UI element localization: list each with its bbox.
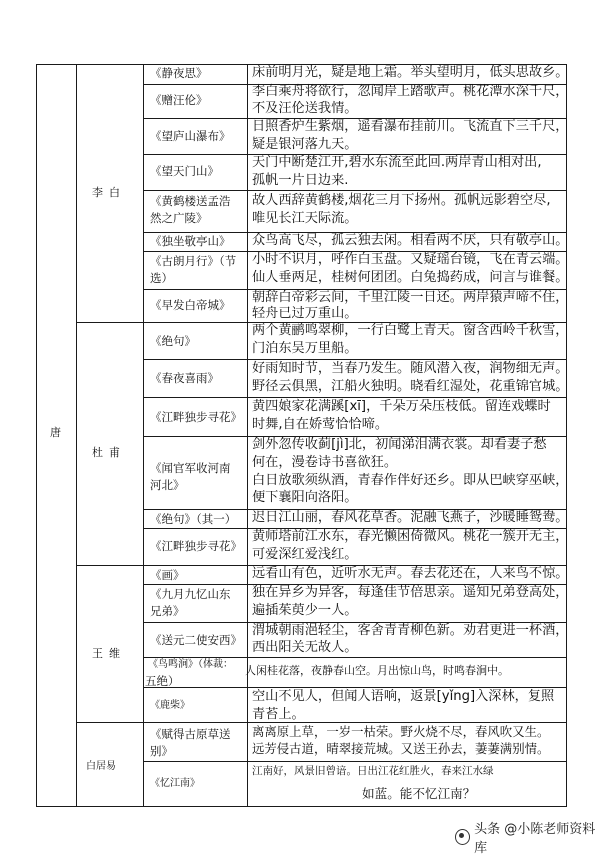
poem-line: 两个黄鹂鸣翠柳，一行白鹭上青天。窗含西岭千秋雪，: [252, 323, 569, 338]
poem-title: 《静夜思》: [150, 66, 208, 80]
poem-title: 《赠汪伦》: [150, 93, 208, 107]
poem-title: 兄弟》: [150, 604, 185, 618]
poem-title: 《九月九忆山东: [150, 587, 231, 601]
poem-line: 野径云俱黑，江船火独明。晓看红湿处，花重锦官城。: [252, 379, 569, 394]
poem-title: 《古朗月行》（节: [150, 254, 237, 268]
poem-line: 轻舟已过万重山。: [252, 306, 358, 321]
poem-title: 河北》: [150, 478, 185, 492]
poem-line: 众鸟高飞尽，孤云独去闲。相看两不厌，只有敬亭山。: [252, 233, 569, 248]
poem-line: 便下襄阳向洛阳。: [252, 490, 358, 505]
poem-line: 远芳侵古道，晴翠接荒城。又送王孙去，萋萋满别情。: [252, 741, 550, 756]
poem-title: 《鸟鸣涧》（体裁：: [148, 659, 233, 670]
poem-title: 《闻官军收河南: [150, 461, 231, 475]
author-libai: 李白: [92, 186, 126, 199]
poem-line: 剑外忽传收蓟[jì]北，初闻涕泪满衣裳。却看妻子愁: [252, 437, 547, 452]
poem-line: 黄师塔前江水东，春光懒困倚微风。桃花一簇开无主，: [252, 529, 569, 544]
poem-title: 《绝句》: [150, 334, 196, 348]
toutiao-logo-icon: [455, 829, 470, 845]
watermark: [455, 818, 600, 856]
poem-title: 《绝句》（其一）: [150, 512, 237, 526]
era-label: 唐: [50, 426, 61, 439]
poem-line: 李白乘舟将欲行，忽闻岸上踏歌声。桃花潭水深千尺，: [252, 84, 569, 99]
poem-line: 故人西辞黄鹤楼,烟花三月下扬州。孤帆远影碧空尽,: [252, 193, 551, 208]
poem-line: 何在，漫卷诗书喜欲狂。: [252, 455, 398, 470]
poem-line: 遍插茱萸少一人。: [252, 603, 358, 618]
poem-line: 好雨知时节，当春乃发生。随风潜入夜，润物细无声。: [252, 361, 569, 376]
poem-title: 《春夜喜雨》: [150, 371, 219, 385]
poem-line: 黄四娘家花满蹊[xī]，千朵万朵压枝低。留连戏蝶时: [252, 399, 551, 414]
author-dufu: 杜甫: [92, 446, 126, 459]
poem-line: 不及汪伦送我情。: [252, 101, 358, 116]
poem-title: 《忆江南》: [150, 778, 200, 789]
poem-title: 别》: [150, 744, 173, 758]
poem-line: 可爱深红爱浅红。: [252, 547, 358, 562]
poem-line: 天门中断楚江开,碧水东流至此回.两岸青山相对出,: [252, 155, 542, 170]
poem-line: 离离原上草，一岁一枯荣。野火烧不尽，春风吹又生。: [252, 724, 550, 739]
poem-line: 时舞,自在娇莺恰恰啼。: [252, 417, 389, 432]
poem-title: 《江畔独步寻花》: [150, 410, 242, 424]
poem-title: 《鹿柴》: [150, 700, 190, 711]
poem-title: 《画》: [150, 568, 185, 582]
poem-line: 朝辞白帝彩云间，千里江陵一日还。两岸猿声啼不住，: [252, 290, 569, 305]
poem-line: 疑是银河落九天。: [252, 137, 358, 152]
poem-line: 江南好，风景旧曾谙。日出江花红胜火，春来江水绿: [252, 765, 494, 777]
poem-title: 《望庐山瀑布》: [150, 129, 231, 143]
poem-title: 《江畔独步寻花》: [150, 539, 242, 553]
poem-line: 独在异乡为异客，每逢佳节倍思亲。遥知兄弟登高处，: [252, 585, 569, 600]
poem-line: 仙人垂两足，桂树何团团。白兔捣药成，问言与谁餐。: [252, 270, 569, 285]
poem-title: 五绝）: [145, 674, 180, 688]
poem-line: 如蓝。能不忆江南？: [362, 786, 476, 801]
poem-title: 《送元二使安西》: [150, 633, 242, 647]
poem-title: 《望天门山》: [150, 164, 219, 178]
poem-line: 床前明月光，疑是地上霜。举头望明月，低头思故乡。: [252, 65, 569, 80]
poem-line: 人闲桂花落，夜静春山空。月出惊山鸟，时鸣春涧中。: [245, 664, 509, 677]
poem-title: 《黄鹤楼送孟浩: [150, 194, 231, 208]
poem-line: 青苔上。: [252, 707, 305, 722]
poem-line: 西出阳关无故人。: [252, 640, 358, 655]
poem-title: 《赋得古原草送: [150, 727, 231, 741]
poem-title: 选）: [150, 271, 173, 285]
poem-line: 迟日江山丽，春风花草香。泥融飞燕子，沙暖睡鸳鸯。: [252, 510, 569, 525]
author-baijuyi: 白居易: [86, 761, 116, 772]
poem-line: 空山不见人，但闻人语响，返景[yǐng]入深林，复照: [252, 689, 555, 704]
poem-line: 日照香炉生紫烟，遥看瀑布挂前川。飞流直下三千尺，: [252, 119, 569, 134]
poem-line: 小时不识月，呼作白玉盘。又疑瑶台镜，飞在青云端。: [252, 252, 569, 267]
poem-title: 《早发白帝城》: [150, 298, 231, 312]
poem-title: 《独坐敬亭山》: [150, 234, 231, 248]
poem-title: 然之广陵》: [150, 211, 208, 225]
author-wangwei: 王维: [92, 647, 126, 660]
poem-line: 门泊东吴万里船。: [252, 341, 358, 356]
poem-line: 唯见长江天际流。: [252, 211, 358, 226]
poem-line: 白日放歌须纵酒，青春作伴好还乡。即从巴峡穿巫峡，: [252, 473, 569, 488]
poem-line: 渭城朝雨浥轻尘，客舍青青柳色新。劝君更进一杯酒，: [252, 623, 569, 638]
poem-line: 孤帆一片日边来.: [252, 173, 349, 188]
watermark-text: 头条 @小陈老师资料库: [474, 822, 596, 856]
poem-line: 远看山有色，近听水无声。春去花还在，人来鸟不惊。: [252, 566, 569, 581]
